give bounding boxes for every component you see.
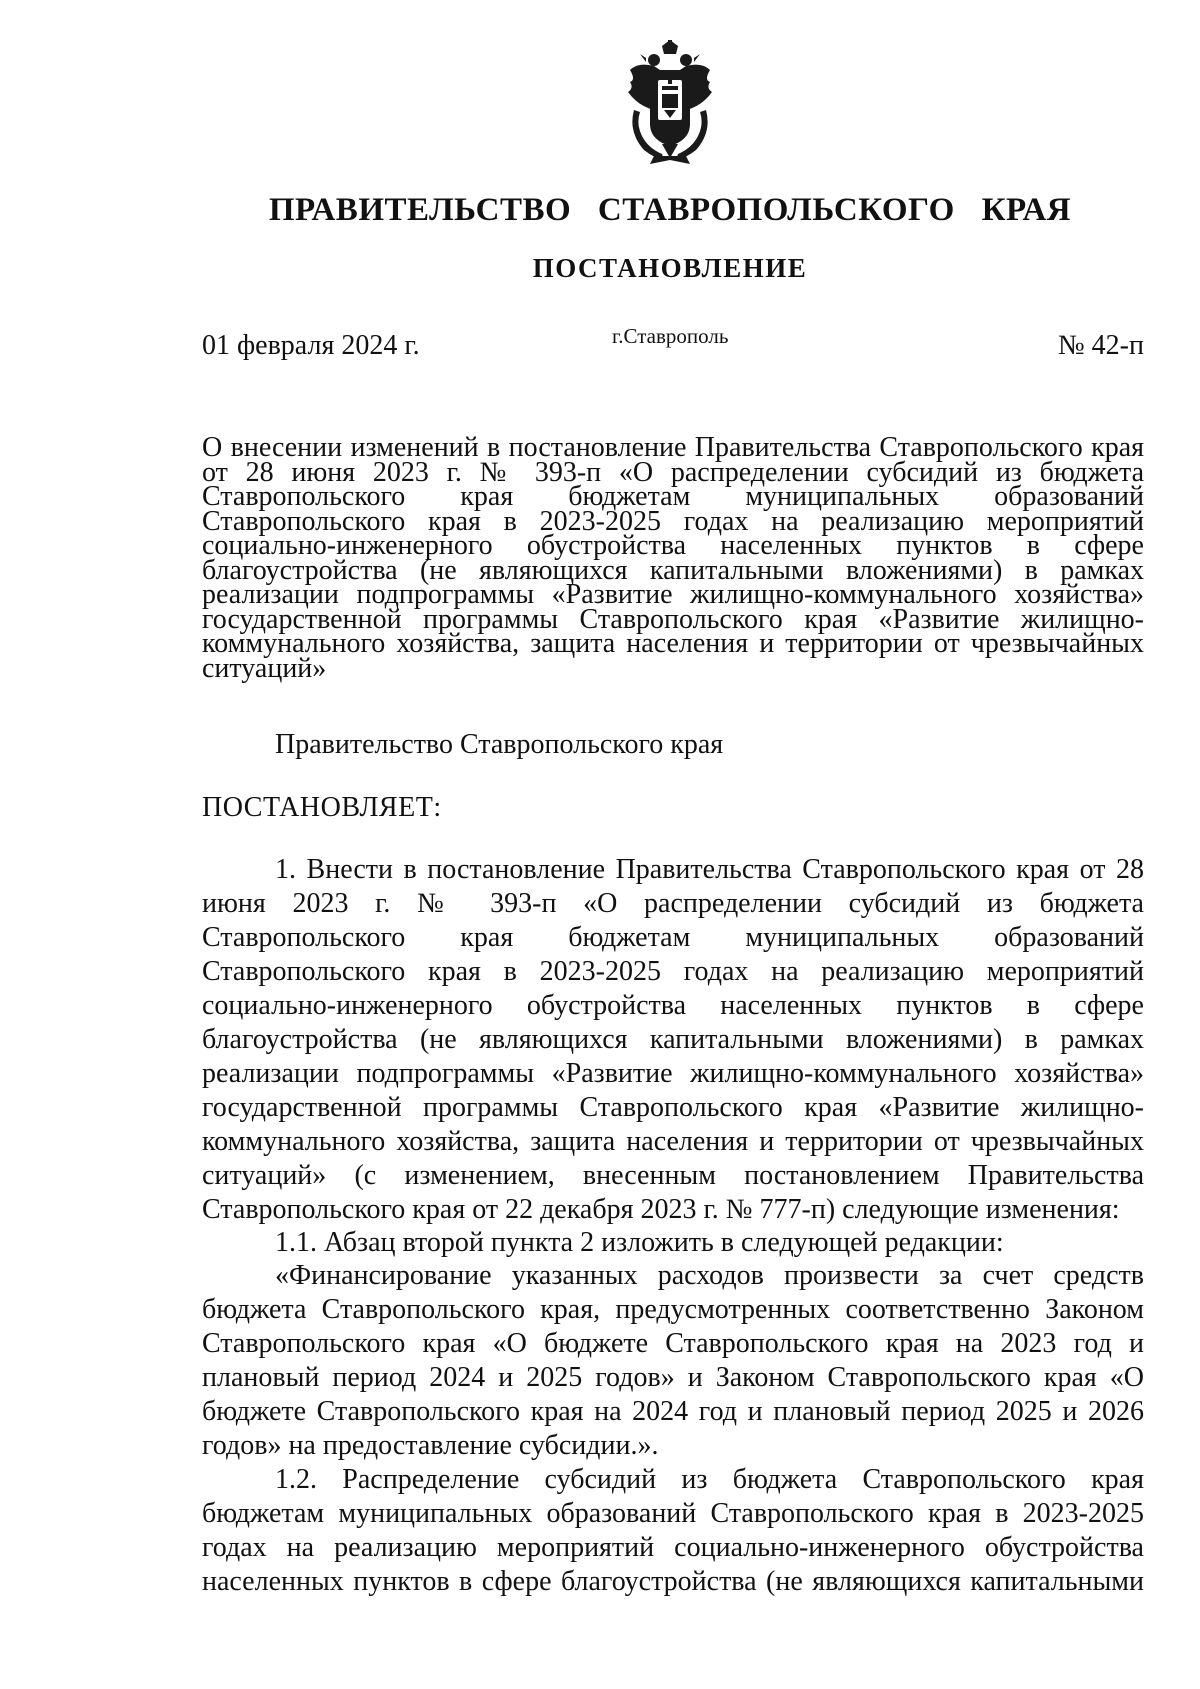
document-city: г.Ставрополь	[612, 324, 729, 348]
body-paragraph: 1.2. Распределение субсидий из бюджета Ставропольского края бюджетам муниципальных образований Ставропольского края в 2023-2025 годах на реализацию мероприятий социально-инженерного обустройства населенных пунктов в сфере благоустройства (не являющихся капитальными	[202, 1464, 1144, 1597]
body-paragraph: «Финансирование указанных расходов произвести за счет средств бюджета Ставропольского края, предусмотренных соответственно Законом Ставропольского края «О бюджете Ставропольского края на 2023 год и плановый период 2024 и 2025 годов» и Законом Ставропольского края «О бюджете Ставропольского края на 2024 год и плановый период 2025 и 2026 годов» на предоставление субсидии.».	[202, 1260, 1144, 1461]
coat-of-arms-icon	[624, 40, 716, 166]
document-type: ПОСТАНОВЛЕНИЕ	[532, 253, 808, 283]
document-date: 01 февраля 2024 г.	[202, 330, 420, 361]
government-heading: ПРАВИТЕЛЬСТВО СТАВРОПОЛЬСКОГО КРАЯ	[268, 192, 1072, 228]
document-body	[202, 853, 1144, 1599]
government-line: Правительство Ставропольского края	[275, 729, 724, 760]
document-title: О внесении изменений в постановление Правительства Ставропольского края от 28 июня 2023 г. № 393-п «О распределении субсидий из бюджета Ставропольского края бюджетам муниципальных образований Ставропольского края в 2023-2025 годах на реализацию мероприятий социально-инженерного обустройства населенных пунктов в сфере благоустройства (не являющихся капитальными вложениями) в рамках реализации подпрограммы «Развитие жилищно-коммунального хозяйства» государственной программы Ставропольского края «Развитие жилищно-коммунального хозяйства, защита населения и территории от чрезвычайных ситуаций»	[202, 432, 1144, 684]
resolves-heading: ПОСТАНОВЛЯЕТ:	[202, 792, 442, 823]
document-number: № 42-п	[1057, 330, 1144, 361]
body-paragraph: 1.1. Абзац второй пункта 2 изложить в следующей редакции:	[275, 1227, 1004, 1258]
body-paragraph: 1. Внести в постановление Правительства Ставропольского края от 28 июня 2023 г. № 393-п «О распределении субсидий из бюджета Ставропольского края бюджетам муниципальных образований Ставропольского края в 2023-2025 годах на реализацию мероприятий социально-инженерного обустройства населенных пунктов в сфере благоустройства (не являющихся капитальными вложениями) в рамках реализации подпрограммы «Развитие жилищно-коммунального хозяйства» государственной программы Ставропольского края «Развитие жилищно-коммунального хозяйства, защита населения и территории от чрезвычайных ситуаций» (с изменением, внесенным постановлением Правительства Ставропольского края от 22 декабря 2023 г. № 777-п) следующие изменения:	[202, 854, 1144, 1225]
